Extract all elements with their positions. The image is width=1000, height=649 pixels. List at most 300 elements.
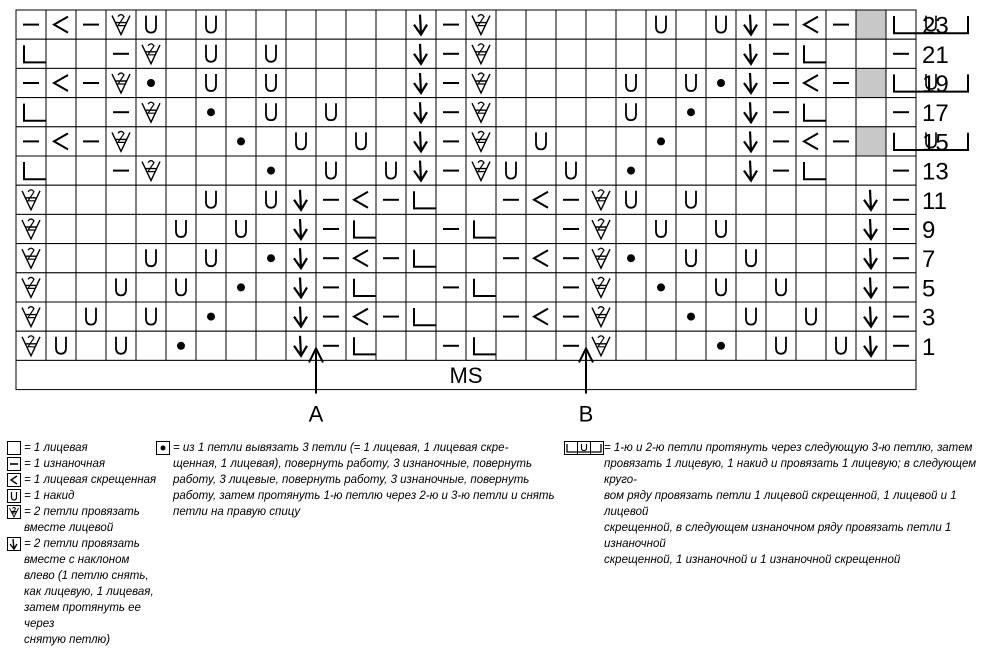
chart-cell: [46, 39, 76, 68]
chart-cell: [616, 39, 646, 68]
legend-twisted-knit-text: = 1 лицевая скрещенная: [24, 474, 157, 486]
chart-cell: [136, 214, 166, 243]
chart-cell: [676, 39, 706, 68]
chart-cell: [736, 214, 766, 243]
row-number: 19: [922, 71, 949, 98]
chart-cell: [826, 156, 856, 185]
chart-cell: [706, 244, 736, 273]
chart-cell: [586, 10, 616, 39]
chart-cell: [136, 244, 166, 273]
chart-cell: [196, 214, 226, 243]
chart-cell: [406, 244, 436, 273]
chart-cell: [346, 214, 376, 243]
chart-row: [16, 127, 968, 157]
chart-cell: [226, 331, 256, 360]
chart-cell: [346, 244, 376, 273]
chart-cell: [796, 39, 826, 68]
chart-cell: [496, 39, 526, 68]
chart-cell: [436, 185, 466, 214]
chart-cell: [196, 185, 226, 214]
chart-cell: [526, 68, 556, 97]
chart-row: [16, 39, 949, 69]
legend-knit-text: = 1 лицевая: [24, 442, 88, 454]
chart-cell: [136, 273, 166, 302]
chart-cell: [196, 331, 226, 360]
chart-cell: [616, 331, 646, 360]
chart-cell: [586, 68, 616, 97]
chart-cell: [346, 185, 376, 214]
chart-cell: [376, 68, 406, 97]
chart-cell: [736, 244, 766, 273]
chart-cell: [76, 39, 106, 68]
chart-cell: [346, 98, 376, 127]
chart-cell: [76, 185, 106, 214]
chart-cell: [316, 68, 346, 97]
chart-cell: [106, 244, 136, 273]
twisted-knit-symbol-icon: [7, 473, 21, 487]
row-number: 21: [922, 41, 949, 69]
chart-cell: [166, 156, 196, 185]
chart-cell: [46, 10, 76, 39]
chart-cell: [466, 244, 496, 273]
chart-cell: [676, 214, 706, 243]
chart-cell: [256, 214, 286, 243]
chart-cell: [136, 127, 166, 156]
chart-cell: [346, 331, 376, 360]
chart-cell: [586, 98, 616, 127]
chart-cell: [166, 127, 196, 156]
chart-cell: [796, 127, 826, 156]
chart-cell: [166, 302, 196, 331]
chart-cell: [226, 156, 256, 185]
chart-cell: [736, 273, 766, 302]
chart-cell: [346, 68, 376, 97]
chart-cell: [346, 10, 376, 39]
chart-cell: [526, 156, 556, 185]
chart-cell: [766, 214, 796, 243]
chart-cell: [826, 244, 856, 273]
chart-cell: [406, 302, 436, 331]
three-stitch-symbol-icon: [564, 441, 604, 455]
chart-cell: [736, 185, 766, 214]
chart-cell: [856, 68, 886, 97]
chart-cell: [796, 98, 826, 127]
chart-cell: [466, 185, 496, 214]
marker-label: B: [578, 401, 594, 427]
legend-item-bobble: [156, 440, 556, 520]
row-number: 11: [922, 187, 947, 215]
chart-cell: [856, 127, 886, 156]
bobble-symbol: [237, 283, 245, 291]
chart-cell: [646, 98, 676, 127]
legend-item-three-stitch: [564, 440, 1000, 568]
chart-cell: [316, 39, 346, 68]
chart-cell: [766, 302, 796, 331]
chart-cell: [676, 127, 706, 156]
chart-cell: [256, 273, 286, 302]
chart-cell: [766, 185, 796, 214]
chart-cell: [76, 302, 106, 331]
chart-cell: [886, 68, 916, 97]
chart-cell: [376, 214, 406, 243]
chart-cell: [526, 302, 556, 331]
chart-cell: [796, 302, 826, 331]
legend-column-2: [156, 440, 556, 520]
legend-item-k2tog: [7, 504, 167, 536]
chart-cell: [346, 156, 376, 185]
chart-row: [16, 214, 935, 244]
chart-cell: [286, 10, 316, 39]
chart-cell: [616, 214, 646, 243]
chart-cell: [166, 214, 196, 243]
bobble-symbol: [717, 79, 725, 87]
chart-cell: [646, 156, 676, 185]
chart-cell: [526, 10, 556, 39]
chart-cell: [376, 127, 406, 156]
chart-row: [16, 98, 949, 128]
chart-cell: [826, 214, 856, 243]
chart-cell: [706, 10, 736, 39]
chart-row: [16, 185, 947, 215]
legend-column-1: [7, 440, 167, 648]
bobble-symbol: [267, 167, 275, 175]
chart-cell: [376, 39, 406, 68]
chart-cell: [526, 214, 556, 243]
chart-cell: [676, 156, 706, 185]
chart-cell: [226, 244, 256, 273]
chart-cell: [826, 331, 856, 360]
chart-cell: [286, 98, 316, 127]
chart-cell: [286, 39, 316, 68]
chart-cell: [166, 185, 196, 214]
chart-cell: [196, 39, 226, 68]
chart-cell: [106, 273, 136, 302]
bobble-symbol: [207, 108, 215, 116]
bobble-symbol: [147, 79, 155, 87]
chart-cell: [76, 273, 106, 302]
chart-cell: [676, 273, 706, 302]
chart-cell: [796, 156, 826, 185]
chart-cell: [616, 98, 646, 127]
chart-cell: [106, 302, 136, 331]
chart-cell: [496, 273, 526, 302]
chart-cell: [616, 127, 646, 156]
chart-row: [16, 156, 949, 186]
chart-cell: [226, 185, 256, 214]
chart-cell: [226, 10, 256, 39]
chart-cell: [346, 127, 376, 156]
chart-cell: [136, 10, 166, 39]
bobble-symbol: [237, 137, 245, 145]
chart-cell: [166, 244, 196, 273]
chart-cell: [76, 331, 106, 360]
chart-cell: [46, 214, 76, 243]
chart-cell: [316, 156, 346, 185]
chart-cell: [256, 10, 286, 39]
chart-cell: [766, 273, 796, 302]
row-number: 9: [922, 217, 936, 244]
chart-cell: [316, 127, 346, 156]
chart-cell: [526, 244, 556, 273]
chart-cell: [556, 39, 586, 68]
legend-item-yarn-over: [7, 488, 167, 504]
chart-cell: [46, 273, 76, 302]
chart-cell: [766, 244, 796, 273]
chart-cell: [796, 273, 826, 302]
chart-cell: [376, 10, 406, 39]
chart-cell: [466, 331, 496, 360]
chart-cell: [76, 244, 106, 273]
chart-cell: [796, 244, 826, 273]
bobble-symbol: [717, 342, 725, 350]
chart-cell: [796, 214, 826, 243]
chart-cell: [46, 156, 76, 185]
chart-cell: [676, 10, 706, 39]
chart-cell: [46, 127, 76, 156]
chart-cell: [646, 68, 676, 97]
marker-label: A: [308, 401, 324, 427]
chart-cell: [196, 10, 226, 39]
chart-cell: [586, 156, 616, 185]
chart-cell: [556, 68, 586, 97]
legend-k2tog-text: = 2 петли провязать вместе лицевой: [24, 506, 140, 534]
chart-cell: [106, 331, 136, 360]
chart-cell: [616, 68, 646, 97]
chart-cell: [376, 156, 406, 185]
legend-item-knit: [7, 440, 167, 456]
chart-cell: [466, 214, 496, 243]
chart-cell: [496, 214, 526, 243]
chart-cell: [646, 185, 676, 214]
chart-cell: [556, 98, 586, 127]
chart-cell: [796, 10, 826, 39]
bobble-symbol: [627, 167, 635, 175]
chart-cell: [256, 127, 286, 156]
chart-cell: [76, 156, 106, 185]
chart-cell: [406, 331, 436, 360]
row-number: 7: [922, 246, 936, 274]
chart-cell: [136, 331, 166, 360]
bobble-symbol: [687, 313, 695, 321]
chart-cell: [16, 156, 46, 185]
chart-cell: [526, 331, 556, 360]
chart-cell: [556, 156, 586, 185]
bobble-symbol: [627, 254, 635, 262]
row-number: 13: [922, 158, 949, 186]
chart-cell: [376, 273, 406, 302]
chart-cell: [106, 214, 136, 243]
bobble-symbol: [657, 137, 665, 145]
chart-cell: [676, 244, 706, 273]
ms-label: MS: [449, 363, 483, 388]
chart-cell: [706, 39, 736, 68]
chart-cell: [136, 185, 166, 214]
chart-cell: [256, 185, 286, 214]
chart-cell: [676, 331, 706, 360]
chart-cell: [46, 302, 76, 331]
chart-cell: [526, 39, 556, 68]
chart-cell: [676, 185, 706, 214]
bobble-symbol: [177, 342, 185, 350]
chart-cell: [166, 273, 196, 302]
chart-cell: [736, 331, 766, 360]
chart-cell: [886, 127, 916, 156]
chart-cell: [346, 302, 376, 331]
chart-cell: [766, 331, 796, 360]
chart-cell: [496, 127, 526, 156]
chart-cell: [346, 39, 376, 68]
legend-ssk-text: = 2 петли провязать вместе с наклоном влево (1 петлю снять, как лицевую, 1 лицевая, затем протянуть ее через снятую петлю): [24, 538, 154, 646]
chart-cell: [796, 185, 826, 214]
chart-cell: [196, 273, 226, 302]
chart-cell: [286, 68, 316, 97]
chart-cell: [676, 68, 706, 97]
chart-cell: [646, 39, 676, 68]
chart-cell: [826, 39, 856, 68]
chart-cell: [46, 244, 76, 273]
row-number: 5: [922, 275, 936, 303]
chart-row: [16, 273, 935, 303]
chart-cell: [586, 39, 616, 68]
chart-cell: [46, 98, 76, 127]
chart-cell: [406, 185, 436, 214]
chart-cell: [796, 68, 826, 97]
legend-item-twisted-knit: [7, 472, 167, 488]
chart-cell: [466, 273, 496, 302]
chart-cell: [256, 39, 286, 68]
chart-cell: [856, 10, 886, 39]
chart-cell: [196, 127, 226, 156]
chart-cell: [46, 68, 76, 97]
chart-cell: [616, 273, 646, 302]
chart-cell: [706, 185, 736, 214]
chart-cell: [436, 302, 466, 331]
chart-cell: [736, 302, 766, 331]
chart-cell: [256, 331, 286, 360]
legend-purl-text: = 1 изнаночная: [24, 458, 105, 470]
chart-cell: [406, 273, 436, 302]
chart-cell: [706, 98, 736, 127]
chart-cell: [856, 39, 886, 68]
chart-cell: [526, 273, 556, 302]
chart-cell: [526, 185, 556, 214]
bobble-symbol: [657, 283, 665, 291]
chart-cell: [496, 331, 526, 360]
legend-yarn-over-text: = 1 накид: [24, 490, 75, 502]
chart-cell: [76, 98, 106, 127]
chart-cell: [496, 98, 526, 127]
chart-cell: [496, 68, 526, 97]
chart-cell: [376, 331, 406, 360]
chart-cell: [16, 98, 46, 127]
chart-cell: [646, 302, 676, 331]
chart-cell: [466, 302, 496, 331]
chart-cell: [226, 214, 256, 243]
row-number: 23: [922, 12, 949, 40]
chart-cell: [826, 302, 856, 331]
chart-cell: [286, 156, 316, 185]
chart-cell: [526, 127, 556, 156]
chart-row: [16, 244, 935, 274]
bobble-symbol: [267, 254, 275, 262]
chart-cell: [316, 10, 346, 39]
chart-row: [16, 302, 935, 332]
chart-cell: [706, 302, 736, 331]
chart-cell: [646, 331, 676, 360]
chart-cell: [436, 244, 466, 273]
yarn-over-symbol-icon: [7, 489, 21, 503]
chart-cell: [256, 98, 286, 127]
chart-row: [16, 68, 968, 98]
bobble-symbol: [207, 313, 215, 321]
chart-cell: [886, 10, 916, 39]
chart-cell: [196, 156, 226, 185]
legend-column-3: [564, 440, 1000, 568]
row-number: 3: [922, 304, 936, 332]
chart-cell: [226, 302, 256, 331]
purl-symbol-icon: [7, 457, 21, 471]
legend-item-ssk: [7, 536, 167, 648]
chart-cell: [286, 127, 316, 156]
chart-cell: [826, 185, 856, 214]
chart-cell: [376, 98, 406, 127]
chart-cell: [226, 98, 256, 127]
chart-cell: [826, 98, 856, 127]
chart-cell: [46, 331, 76, 360]
chart-cell: [586, 127, 616, 156]
chart-cell: [616, 10, 646, 39]
chart-cell: [166, 98, 196, 127]
chart-cell: [526, 98, 556, 127]
chart-cell: [256, 302, 286, 331]
chart-cell: [646, 244, 676, 273]
row-number: 1: [922, 333, 936, 361]
chart-cell: [316, 98, 346, 127]
chart-cell: [556, 127, 586, 156]
chart-cell: [616, 302, 646, 331]
chart-cell: [106, 185, 136, 214]
chart-cell: [496, 10, 526, 39]
chart-cell: [496, 156, 526, 185]
chart-cell: [166, 10, 196, 39]
chart-cell: [706, 127, 736, 156]
chart-cell: [226, 68, 256, 97]
chart-cell: [346, 273, 376, 302]
legend-three-stitch-text: = 1-ю и 2-ю петли протянуть через следующую 3-ю петлю, затем провязать 1 лицевую, 1 накид и провязать 1 лицевую; в следующем круго- вом ряду провязать петли 1 лицевой скрещенной, 1 лицевой и 1 лицевой скрещенной, в следующем изнаночном ряду провязать петли 1 изнаночной скрещенной, 1 изнаночной и 1 изнаночной скрещенной: [604, 442, 977, 566]
chart-cell: [706, 214, 736, 243]
chart-cell: [706, 273, 736, 302]
chart-cell: [826, 273, 856, 302]
ssk-symbol-icon: [7, 537, 21, 551]
chart-cell: [46, 185, 76, 214]
chart-cell: [76, 214, 106, 243]
chart-cell: [166, 68, 196, 97]
legend-bobble-text: = из 1 петли вывязать 3 петли (= 1 лицевая, 1 лицевая скре- щенная, 1 лицевая), повернуть работу, 3 изнаночные, повернуть работу, 3 лицевые, повернуть работу, 3 изнаночные, повернуть работу, затем протянуть 1-ю петлю через 2-ю и 3-ю петли и снять петли на правую спицу: [173, 442, 555, 518]
chart-cell: [796, 331, 826, 360]
chart-cell: [616, 185, 646, 214]
row-number: 17: [922, 100, 949, 128]
chart-cell: [136, 302, 166, 331]
chart-row: [16, 10, 968, 40]
chart-cell: [16, 39, 46, 68]
chart-cell: [856, 156, 886, 185]
bobble-symbol: [687, 108, 695, 116]
bobble-symbol-icon: [156, 441, 170, 455]
chart-cell: [196, 244, 226, 273]
knit-symbol-icon: [7, 441, 21, 455]
chart-cell: [856, 98, 886, 127]
chart-cell: [556, 10, 586, 39]
